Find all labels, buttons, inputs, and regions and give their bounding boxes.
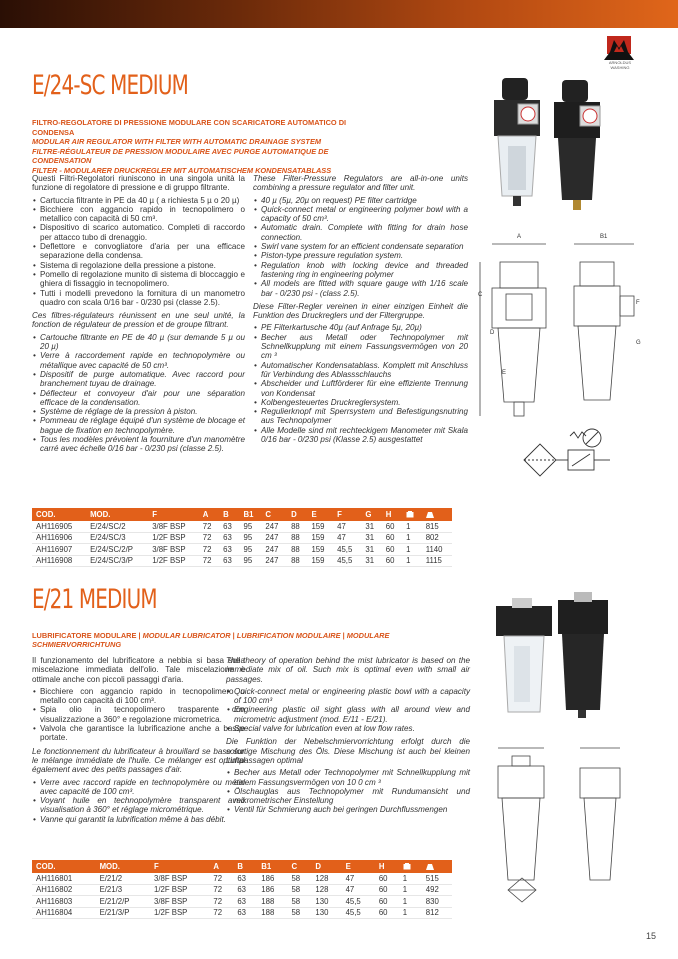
cell: E/21/2/P	[96, 896, 150, 908]
cell: 3/8F BSP	[150, 873, 209, 884]
col-header: F	[333, 508, 361, 521]
list-item: • Piston-type pressure regulation system.	[261, 251, 468, 260]
list-item: • Bicchiere con aggancio rapido in tecnopolimero o metallico con capacità di 50 cm³.	[40, 205, 245, 224]
cell: 63	[219, 555, 239, 567]
cell: 1/2F BSP	[150, 884, 209, 896]
cell: 45,5	[333, 555, 361, 567]
list-item: • Verre à raccordement rapide en technopolymère ou métallique avec capacité de 50 cm³.	[40, 351, 245, 370]
cell: 188	[257, 896, 287, 908]
pneumatic-symbol-drawing	[520, 426, 625, 494]
list-item: • Système de réglage de la pression à piston.	[40, 407, 245, 416]
section1-spec-table	[32, 508, 452, 567]
list-item: • Ventil für Schmierung auch bei geringen Durchflussmengen	[234, 805, 470, 814]
col-header-box	[399, 860, 422, 873]
section1-col-right	[253, 174, 468, 448]
cell: 88	[287, 532, 307, 544]
list-item: • 40 µ (5µ, 20µ on request) PE filter cartridge	[261, 196, 468, 205]
package-icon	[403, 863, 411, 870]
cell: 60	[382, 521, 402, 532]
cell: 3/8F BSP	[148, 521, 199, 532]
col-header: B	[233, 860, 257, 873]
table-header-row	[32, 860, 452, 873]
cell: 95	[239, 555, 261, 567]
fr-intro: Ces filtres-régulateurs réunissent en une seul unité, la fonction de régulateur de pression et de groupe filtrant.	[32, 311, 245, 330]
cell: 247	[261, 521, 287, 532]
col-header: D	[311, 860, 341, 873]
list-item: • Dispositivo di scarico automatico. Completi di raccordo per attacco tubo di drenaggio.	[40, 223, 245, 242]
col-header: C	[287, 860, 311, 873]
cell: 1	[399, 884, 422, 896]
cell: 188	[257, 907, 287, 919]
weight-icon	[426, 511, 434, 518]
it-intro: Il funzionamento del lubrificatore a nebbia si basa sulla miscelazione immediata dell'olio. Tale miscelazione è ottimale anche con piccoli passaggi d'aria.	[32, 656, 245, 684]
fr-intro: Le fonctionnement du lubrificateur à brouillard se base sur le mélange immédiate de l'huile. Ce mélanger est optimal également avec des petits passages d'air.	[32, 746, 245, 775]
section1-subtitles	[32, 118, 372, 176]
list-item: • Quick-connect metal or engineering plastic bowl with a capacity of 100 cm³	[234, 687, 470, 706]
cell: 72	[209, 907, 233, 919]
it-intro: Questi Filtri-Regolatori riuniscono in una singola unità la funzione di regolatore di pressione e di gruppo filtrante.	[32, 174, 245, 193]
it-list	[32, 196, 245, 308]
dim-label-e: E	[502, 370, 507, 376]
dim-label-f: F	[636, 300, 640, 306]
cell: 72	[199, 521, 219, 532]
col-header: MOD.	[96, 860, 150, 873]
cell: 45,5	[342, 907, 375, 919]
dim-label-b1: B1	[600, 234, 608, 240]
subtitle-it: LUBRIFICATORE MODULARE	[32, 631, 137, 640]
cell: 247	[261, 544, 287, 556]
col-header: B1	[239, 508, 261, 521]
col-header: B1	[257, 860, 287, 873]
section1-col-left	[32, 174, 245, 458]
col-header: D	[287, 508, 307, 521]
cell: 72	[209, 873, 233, 884]
subtitle-sep: |	[136, 631, 143, 640]
cell: 815	[422, 521, 452, 532]
cell: 247	[261, 555, 287, 567]
col-header: E	[307, 508, 333, 521]
cell: AH116907	[32, 544, 86, 556]
cell: 60	[375, 884, 399, 896]
section1-title: E/24-SC MEDIUM	[32, 70, 188, 101]
list-item: • Automatischer Kondensatablass. Komplett mit Anschluss für Verbindung des Ablassschlauchs	[261, 361, 468, 380]
cell: 60	[382, 532, 402, 544]
cell: 1	[402, 544, 422, 556]
col-header: H	[382, 508, 402, 521]
list-item: • Vanne qui garantit la lubrification même à bas débit.	[40, 815, 245, 824]
list-item: • Cartuccia filtrante in PE da 40 µ ( a richiesta 5 µ o 20 µ)	[40, 196, 245, 205]
cell: 31	[361, 532, 381, 544]
subtitle-sep: |	[230, 631, 237, 640]
cell: 63	[233, 896, 257, 908]
list-item: • Engineering plastic oil sight glass with all around view and micrometric adjustment (mod. E/11 - E/21).	[234, 705, 470, 724]
subtitle-it: FILTRO-REGOLATORE DI PRESSIONE MODULARE CON SCARICATORE AUTOMATICO DI CONDENSA	[32, 118, 347, 137]
cell: 492	[422, 884, 452, 896]
cell: AH116906	[32, 532, 86, 544]
cell: 60	[375, 896, 399, 908]
table-row	[32, 521, 452, 532]
list-item: • Valvola che garantisce la lubrificazione anche a basse portate.	[40, 724, 245, 743]
cell: 1	[402, 555, 422, 567]
cell: 186	[257, 884, 287, 896]
weight-icon	[426, 863, 434, 870]
col-header: A	[209, 860, 233, 873]
col-header-weight	[422, 508, 452, 521]
cell: 1140	[422, 544, 452, 556]
subtitle-en: MODULAR AIR REGULATOR WITH FILTER WITH AUTOMATIC DRAINAGE SYSTEM	[32, 137, 322, 147]
filter-regulator-photo	[488, 76, 648, 226]
list-item: • Ölschauglas aus Technopolymer mit Rundumansicht und mikrometrischer Einstellung	[234, 787, 470, 806]
cell: E/21/3	[96, 884, 150, 896]
cell: 3/8F BSP	[148, 544, 199, 556]
cell: E/21/3/P	[96, 907, 150, 919]
cell: 1/2F BSP	[150, 907, 209, 919]
section2-subtitle	[32, 631, 452, 649]
cell: AH116801	[32, 873, 96, 884]
list-item: • Déflecteur et convoyeur d'air pour une séparation efficace de la condensation.	[40, 389, 245, 408]
col-header: COD.	[32, 508, 86, 521]
col-header: E	[342, 860, 375, 873]
list-item: • Sistema di regolazione della pressione a pistone.	[40, 261, 245, 270]
cell: 1	[399, 896, 422, 908]
cell: 130	[311, 907, 341, 919]
list-item: • Cartouche filtrante en PE de 40 µ (sur demande 5 µ ou 20 µ)	[40, 333, 245, 352]
cell: 1	[402, 521, 422, 532]
lubricator-photo	[486, 590, 646, 730]
list-item: • Deflettore e convogliatore d'aria per una efficace separazione della condensa.	[40, 242, 245, 261]
cell: 63	[233, 873, 257, 884]
cell: 830	[422, 896, 452, 908]
table-row	[32, 532, 452, 544]
cell: E/24/SC/2	[86, 521, 148, 532]
list-item: • Spia olio in tecnopolimero trasparente con visualizzazione a 360° e regolazione micrometrica.	[40, 705, 245, 724]
cell: 95	[239, 521, 261, 532]
de-list	[226, 768, 470, 814]
list-item: • Special valve for lubrication even at low flow rates.	[234, 724, 470, 733]
col-header-box	[402, 508, 422, 521]
cell: 247	[261, 532, 287, 544]
table-row	[32, 544, 452, 556]
cell: 63	[233, 884, 257, 896]
table-row	[32, 873, 452, 884]
cell: 63	[233, 907, 257, 919]
list-item: • Pomello di regolazione munito di sistema di bloccaggio e ghiera di fissaggio in tecnopolimero.	[40, 270, 245, 289]
cell: AH116804	[32, 907, 96, 919]
cell: 31	[361, 521, 381, 532]
en-list	[253, 196, 468, 298]
dim-label-g: G	[636, 340, 641, 346]
cell: 1	[399, 873, 422, 884]
cell: 95	[239, 544, 261, 556]
cell: 72	[209, 884, 233, 896]
table-row	[32, 907, 452, 919]
col-header: G	[361, 508, 381, 521]
list-item: • Quick-connect metal or engineering polymer bowl with a capacity of 50 cm³.	[261, 205, 468, 224]
cell: 31	[361, 555, 381, 567]
cell: 159	[307, 532, 333, 544]
cell: 58	[287, 884, 311, 896]
brand-logo-icon	[604, 34, 634, 60]
de-list	[253, 323, 468, 444]
cell: 72	[199, 544, 219, 556]
list-item: • Becher aus Metall oder Technopolymer mit Schnellkupplung mit einem Fassungsvermögen von 20 cm ³	[261, 333, 468, 361]
cell: 63	[219, 544, 239, 556]
section2-title: E/21 MEDIUM	[32, 584, 157, 615]
cell: 45,5	[342, 896, 375, 908]
list-item: • PE Filterkartusche 40µ (auf Anfrage 5µ, 20µ)	[261, 323, 468, 332]
dim-label-a: A	[517, 234, 522, 240]
subtitle-sep: |	[340, 631, 347, 640]
col-header: C	[261, 508, 287, 521]
section2-col-right	[226, 656, 470, 819]
en-list	[226, 687, 470, 733]
cell: 72	[209, 896, 233, 908]
dim-label-c: C	[478, 292, 483, 298]
cell: 1/2F BSP	[148, 532, 199, 544]
it-list	[32, 687, 245, 743]
brand-logo-text: ARNOLDUS WASHING	[608, 60, 632, 70]
fr-list	[32, 333, 245, 454]
cell: 47	[342, 884, 375, 896]
list-item: • Tous les modèles prévoient la fourniture d'un manomètre carré avec échelle 0/16 bar - 0/230 psi (classe 2.5).	[40, 435, 245, 454]
list-item: • Abscheider und Luftförderer für eine effiziente Trennung von Kondensat	[261, 379, 468, 398]
cell: 58	[287, 896, 311, 908]
cell: E/24/SC/3/P	[86, 555, 148, 567]
cell: 812	[422, 907, 452, 919]
cell: 186	[257, 873, 287, 884]
cell: 159	[307, 521, 333, 532]
cell: E/21/2	[96, 873, 150, 884]
filter-regulator-drawing	[470, 232, 645, 432]
col-header: MOD.	[86, 508, 148, 521]
cell: E/24/SC/2/P	[86, 544, 148, 556]
cell: 515	[422, 873, 452, 884]
cell: 58	[287, 907, 311, 919]
cell: 3/8F BSP	[150, 896, 209, 908]
cell: 72	[199, 532, 219, 544]
en-intro: These Filter-Pressure Regulators are all-in-one units combining a pressure regulator and filter unit.	[253, 174, 468, 193]
cell: 128	[311, 884, 341, 896]
list-item: • Automatic drain. Complete with fitting for drain hose connection.	[261, 223, 468, 242]
list-item: • Kolbengesteuertes Druckreglersystem.	[261, 398, 468, 407]
col-header: H	[375, 860, 399, 873]
table-row	[32, 896, 452, 908]
table-header-row	[32, 508, 452, 521]
section2-col-left	[32, 656, 245, 828]
package-icon	[406, 511, 414, 518]
list-item: • Voyant huile en technopolymère transparent avec visualisation à 360° et réglage micrométrique.	[40, 796, 245, 815]
page-number: 15	[646, 931, 657, 941]
cell: 60	[382, 555, 402, 567]
cell: 45,5	[333, 544, 361, 556]
cell: 1115	[422, 555, 452, 567]
cell: 58	[287, 873, 311, 884]
cell: 1/2F BSP	[148, 555, 199, 567]
dim-label-d: D	[490, 330, 495, 336]
cell: 95	[239, 532, 261, 544]
cell: 159	[307, 555, 333, 567]
subtitle-fr: LUBRIFICATION MODULAIRE	[236, 631, 341, 640]
list-item: • Swirl vane system for an efficient condensate separation	[261, 242, 468, 251]
subtitle-fr: FILTRE-RÉGULATEUR DE PRESSION MODULAIRE AVEC PURGE AUTOMATIQUE DE CONDENSATION	[32, 146, 329, 166]
cell: AH116908	[32, 555, 86, 567]
cell: 128	[311, 873, 341, 884]
cell: 47	[333, 521, 361, 532]
cell: AH116905	[32, 521, 86, 532]
cell: 88	[287, 521, 307, 532]
list-item: • Becher aus Metall oder Technopolymer mit Schnellkupplung mit einem Fassungsvermögen von 10 0 cm ³	[234, 768, 470, 787]
cell: AH116803	[32, 896, 96, 908]
list-item: • Alle Modelle sind mit rechteckigem Manometer mit Skala 0/16 bar - 0/230 psi (Klasse 2.5) ausgestattet	[261, 426, 468, 445]
top-banner	[0, 0, 678, 28]
list-item: • Verre avec raccord rapide en technopolymère ou métal avec capacité de 100 cm³.	[40, 778, 245, 797]
subtitle-en: MODULAR LUBRICATOR	[142, 631, 231, 640]
cell: AH116802	[32, 884, 96, 896]
lubricator-drawing	[470, 740, 645, 920]
list-item: • Regulation knob with locking device and threaded fastening ring in engineering polymer	[261, 261, 468, 280]
list-item: • Pommeau de réglage équipé d'un système de blocage et bague de fixation en technopolymère.	[40, 416, 245, 435]
list-item: • Bicchiere con aggancio rapido in tecnopolimero o metallo con capacità di 100 cm³.	[40, 687, 245, 706]
cell: 60	[382, 544, 402, 556]
cell: 88	[287, 555, 307, 567]
col-header-weight	[422, 860, 452, 873]
cell: 63	[219, 521, 239, 532]
cell: 88	[287, 544, 307, 556]
list-item: • Regulierknopf mit Sperrsystem und Befestigungsnutring aus Technopolymer	[261, 407, 468, 426]
cell: 802	[422, 532, 452, 544]
table-row	[32, 884, 452, 896]
cell: E/24/SC/3	[86, 532, 148, 544]
list-item: • Tutti i modelli prevedono la fornitura di un manometro quadro con scala 0/16 bar - 0/230 psi (classe 2.5).	[40, 289, 245, 308]
cell: 1	[399, 907, 422, 919]
col-header: F	[148, 508, 199, 521]
cell: 72	[199, 555, 219, 567]
list-item: • All models are fitted with square gauge with 1/16 scale bar - 0/230 psi - (class 2.5).	[261, 279, 468, 298]
col-header: A	[199, 508, 219, 521]
cell: 31	[361, 544, 381, 556]
list-item: • Dispositif de purge automatique. Avec raccord pour branchement tuyau de drainage.	[40, 370, 245, 389]
de-intro: Diese Filter-Regler vereinen in einer einzigen Einheit die Funktion des Druckreglers und der Filtergruppe.	[253, 301, 468, 321]
section2-spec-table	[32, 860, 452, 919]
cell: 63	[219, 532, 239, 544]
en-intro: The theory of operation behind the mist lubricator is based on the immediate mix of oil. Such mix is optimal even with small air passages.	[226, 656, 470, 684]
cell: 130	[311, 896, 341, 908]
cell: 47	[342, 873, 375, 884]
cell: 159	[307, 544, 333, 556]
cell: 1	[402, 532, 422, 544]
col-header: F	[150, 860, 209, 873]
col-header: COD.	[32, 860, 96, 873]
subtitle-de: FILTER - MODULARER DRUCKREGLER MIT AUTOMATISCHEM KONDENSATABLASS	[32, 165, 332, 175]
de-intro: Die Funktion der Nebelschmiervorrichtung erfolgt durch die sofortige Mischung des Öls. Diese Mischung ist auch bei kleinen Luftpassagen optimal	[226, 737, 470, 765]
cell: 47	[333, 532, 361, 544]
cell: 60	[375, 873, 399, 884]
fr-list	[32, 778, 245, 824]
cell: 60	[375, 907, 399, 919]
col-header: B	[219, 508, 239, 521]
subtitle-de: MODULARE SCHMIERVORRICHTUNG	[32, 631, 390, 649]
table-row	[32, 555, 452, 567]
